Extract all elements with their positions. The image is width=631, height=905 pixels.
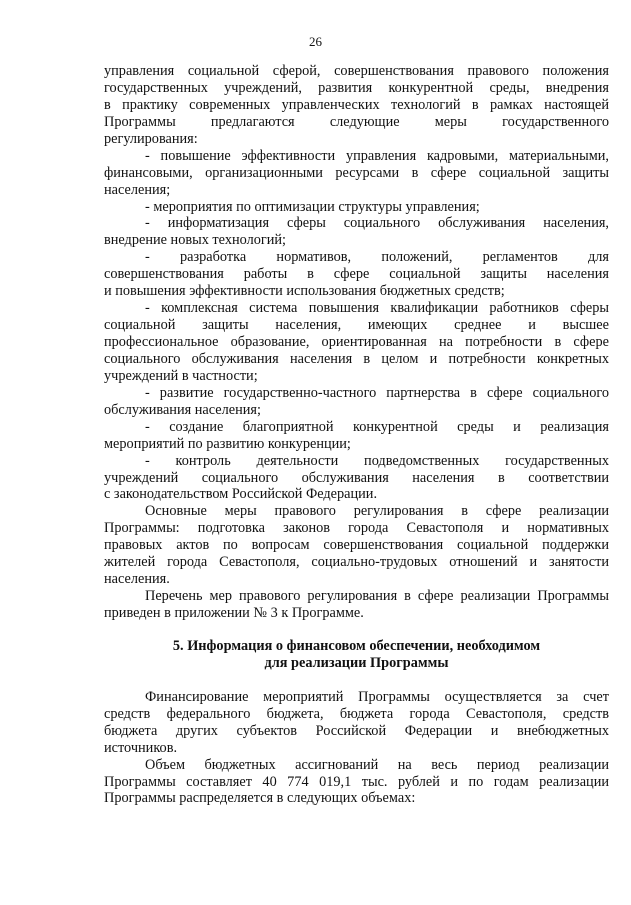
text-line: регулирования: bbox=[104, 130, 198, 147]
paragraph-line: Объем бюджетных ассигнований на весь период реализации bbox=[145, 756, 609, 773]
text-line: обслуживания населения; bbox=[104, 401, 261, 418]
text-line: Программы: подготовка законов города Севастополя и нормативных bbox=[104, 520, 609, 537]
list-item-line: - разработка нормативов, положений, регламентов для bbox=[145, 249, 609, 266]
section-heading bbox=[104, 638, 609, 672]
text-line: источников. bbox=[104, 739, 178, 756]
text-line: в практику современных управленческих технологий в рамках настоящей bbox=[104, 96, 609, 113]
list-item-line: - развитие государственно-частного партнерства в сфере социального bbox=[145, 384, 609, 401]
paragraph-line: Перечень мер правового регулирования в сфере реализации Программы bbox=[145, 588, 609, 605]
text-line: правовых актов по вопросам совершенствования социальной поддержки bbox=[104, 537, 609, 554]
text-line: социальной защиты населения, имеющих среднее и высшее bbox=[104, 317, 609, 334]
text-line: финансовыми, организационными ресурсами в сфере социальной защиты bbox=[104, 164, 609, 181]
list-item-line: - повышение эффективности управления кадровыми, материальными, bbox=[145, 147, 609, 164]
list-item-line: - создание благоприятной конкурентной среды и реализация bbox=[145, 418, 609, 435]
list-item-line: - комплексная система повышения квалификации работников сферы bbox=[145, 300, 609, 317]
text-line: приведен в приложении № 3 к Программе. bbox=[104, 605, 364, 621]
text-line: бюджета других субъектов Российской Федерации и внебюджетных bbox=[104, 722, 609, 739]
page-number: 26 bbox=[309, 34, 322, 49]
text-line: населения. bbox=[104, 571, 170, 588]
section-heading-line: для реализации Программы bbox=[264, 654, 449, 671]
text-line: с законодательством Российской Федерации. bbox=[104, 486, 378, 503]
list-item-line: - информатизация сферы социального обслуживания населения, bbox=[145, 215, 609, 232]
list-item-line: - мероприятия по оптимизации структуры управления; bbox=[145, 198, 480, 215]
text-line: и повышения эффективности использования бюджетных средств; bbox=[104, 283, 505, 300]
text-line: учреждений социального обслуживания населения в соответствии bbox=[104, 469, 609, 486]
text-line: социального обслуживания населения в целом и потребности конкретных bbox=[104, 350, 609, 367]
text-line: населения; bbox=[104, 181, 171, 198]
text-line: средств федерального бюджета, бюджета города Севастополя, средств bbox=[104, 705, 609, 722]
text-line: управления социальной сферой, совершенствования правового положения bbox=[104, 63, 609, 79]
document-body bbox=[104, 63, 609, 807]
text-line: Программы предлагаются следующие меры государственного bbox=[104, 113, 609, 130]
text-line: профессиональное образование, ориентированная на потребности в сфере bbox=[104, 334, 609, 350]
text-line: внедрение новых технологий; bbox=[104, 232, 287, 249]
section-heading-line: 5. Информация о финансовом обеспечении, необходимом bbox=[172, 637, 541, 654]
text-line: совершенствования работы в сфере социальной защиты населения bbox=[104, 266, 609, 283]
list-item-line: - контроль деятельности подведомственных государственных bbox=[145, 452, 609, 469]
text-line: жителей города Севастополя, социально-трудовых отношений и занятости bbox=[104, 554, 609, 571]
text-line: учреждений в частности; bbox=[104, 367, 258, 384]
paragraph-line: Основные меры правового регулирования в сфере реализации bbox=[145, 503, 609, 520]
text-line: государственных учреждений, развития конкурентной среды, внедрения bbox=[104, 79, 609, 96]
text-line: мероприятий по развитию конкуренции; bbox=[104, 435, 351, 452]
text-block-measures bbox=[104, 63, 609, 622]
paragraph-line: Финансирование мероприятий Программы осуществляется за счет bbox=[145, 688, 609, 705]
text-block-financing bbox=[104, 689, 609, 808]
text-line: Программы составляет 40 774 019,1 тыс. рублей и по годам реализации bbox=[104, 773, 609, 790]
text-line: Программы распределяется в следующих объемах: bbox=[104, 790, 416, 807]
